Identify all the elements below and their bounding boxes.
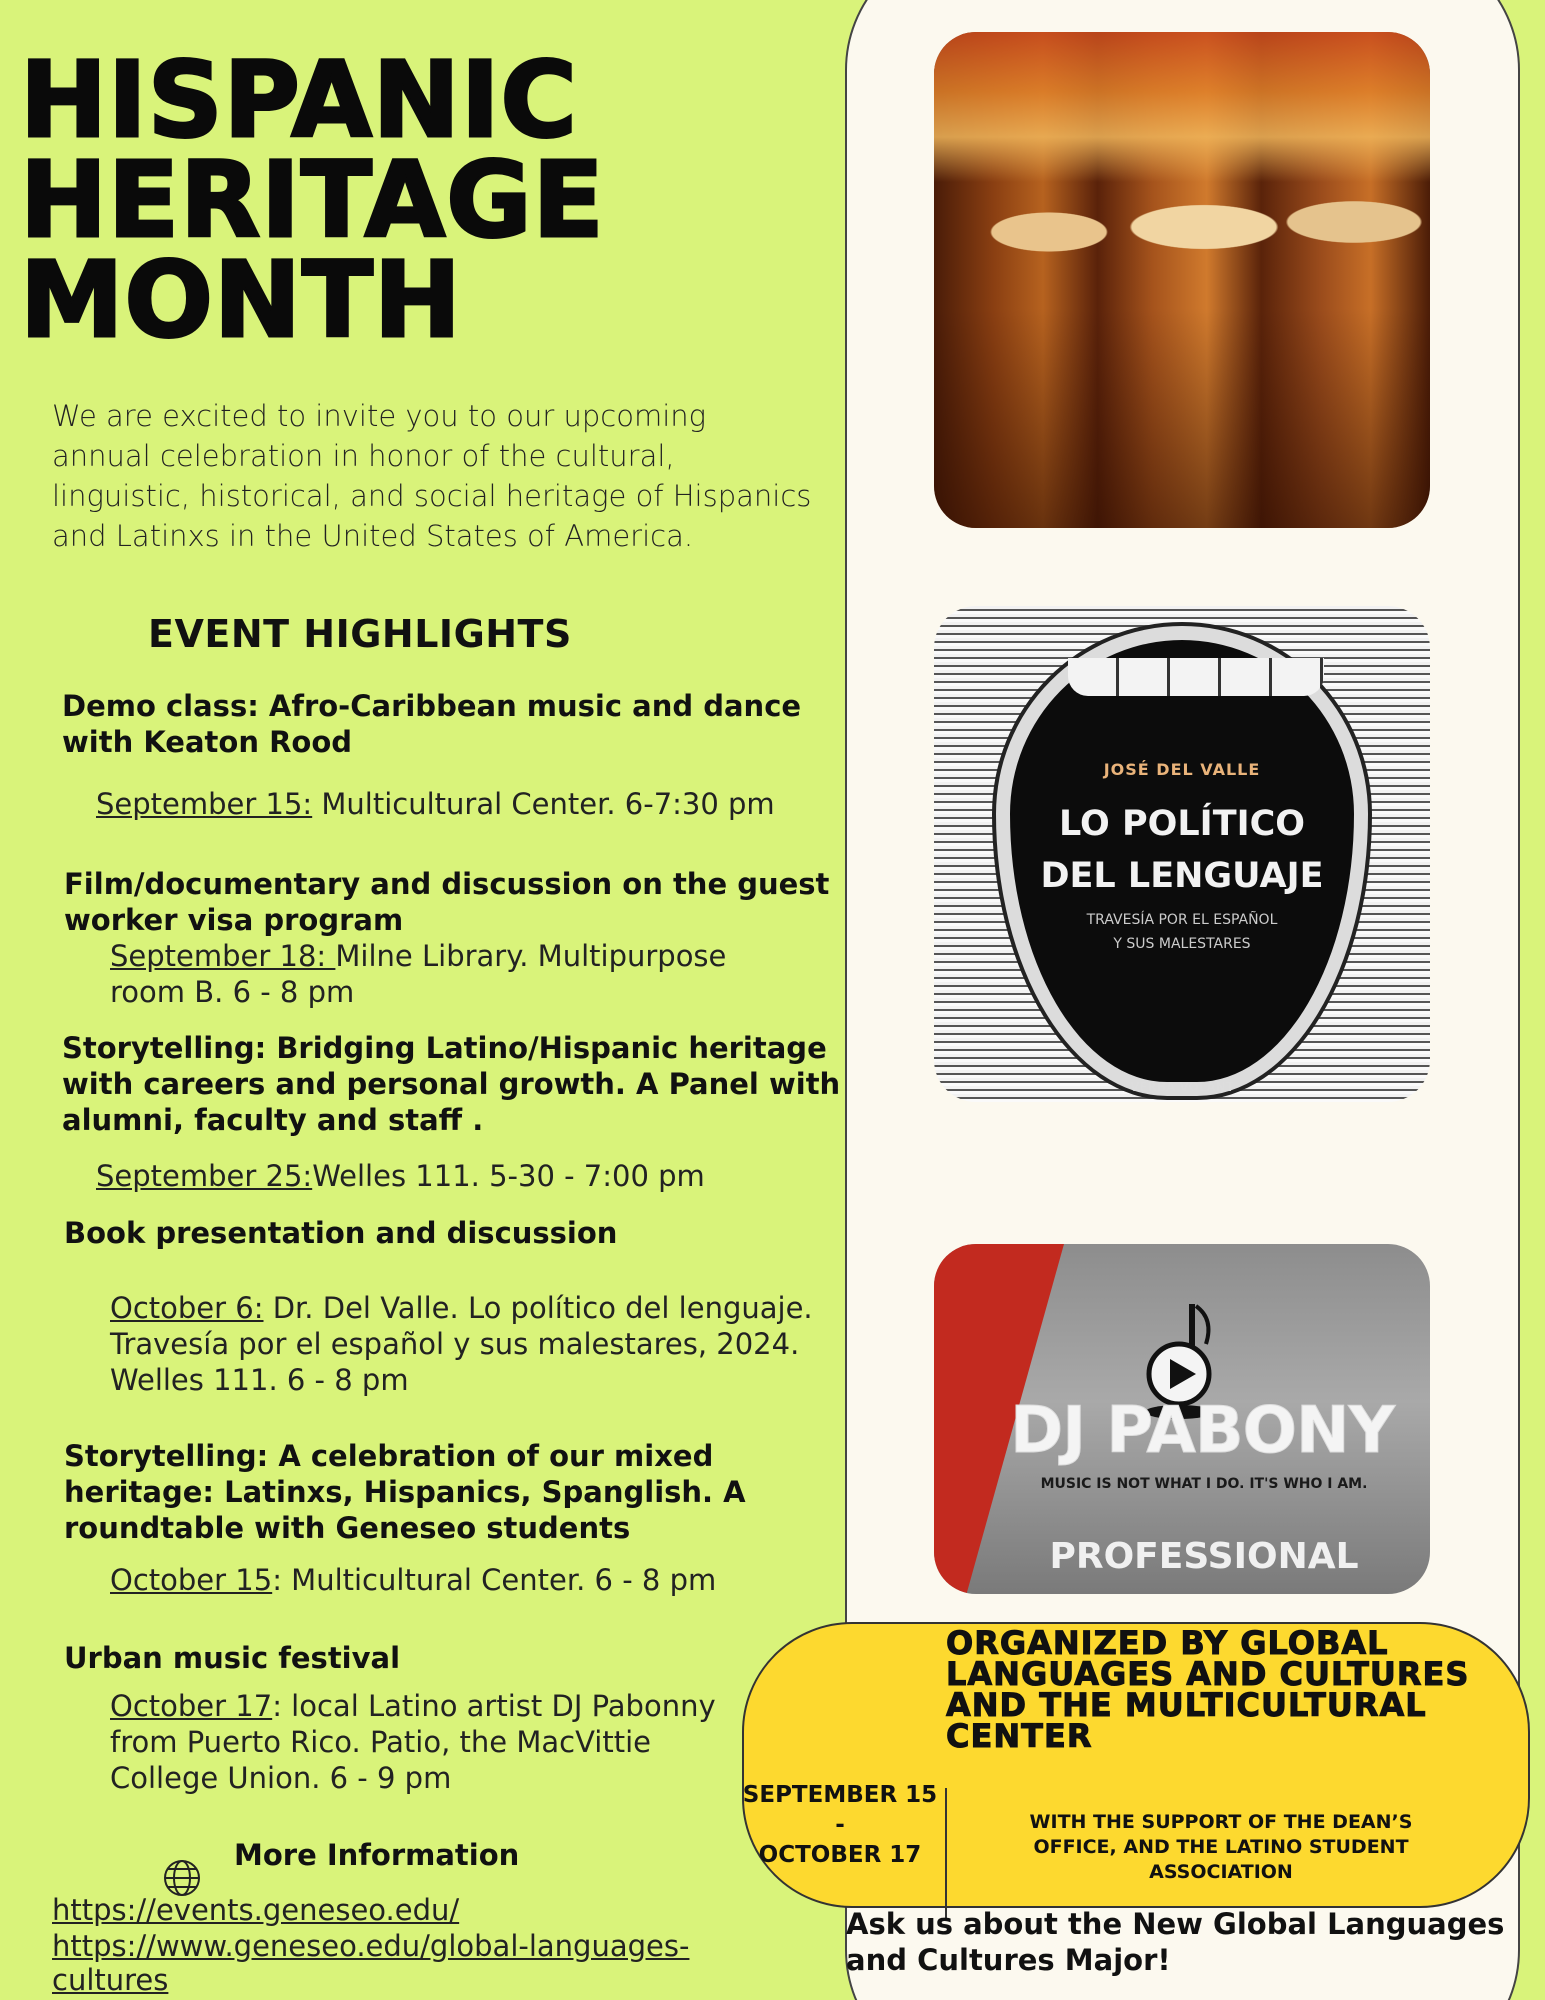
book-cover-image [934, 606, 1430, 1102]
dj-pabony-poster [934, 1244, 1430, 1594]
event-date-1: September 15: [96, 787, 313, 821]
event-date-3: September 25: [96, 1159, 313, 1193]
title-line-1: HISPANIC [20, 39, 578, 161]
divider-line [945, 1788, 947, 1920]
event-detail-4 [110, 1290, 850, 1398]
event-detail-1 [96, 786, 836, 822]
event-highlights-heading: EVENT HIGHLIGHTS [148, 612, 572, 656]
event-title-5: Storytelling: A celebration of our mixed heritage: Latinxs, Hispanics, Spanglish. A roundtable with Geneseo students [64, 1439, 746, 1545]
event-info-4: Dr. Del Valle. Lo político del lenguaje. Travesía por el español y sus malestares, 2024. Welles 111. 6 - 8 pm [110, 1291, 813, 1397]
book-author: JOSÉ DEL VALLE [1103, 760, 1261, 779]
event-date-5: October 15 [110, 1563, 273, 1597]
dj-tagline: MUSIC IS NOT WHAT I DO. IT'S WHO I AM. [1040, 1476, 1368, 1492]
event-title-4: Book presentation and discussion [64, 1216, 618, 1250]
events-link[interactable]: https://events.geneseo.edu/ [52, 1893, 460, 1927]
intro-paragraph: We are excited to invite you to our upcoming annual celebration in honor of the cultural, linguistic, historical, and social heritage of Hispanics and Latinxs in the United States of America. [52, 399, 812, 553]
event-date-6: October 17 [110, 1689, 273, 1723]
event-info-1: Multicultural Center. 6-7:30 pm [312, 787, 775, 821]
book-publisher: VERBA VOLANT [1130, 1080, 1234, 1094]
event-detail-6 [110, 1688, 750, 1796]
event-title-6: Urban music festival [64, 1641, 401, 1675]
event-info-5: : Multicultural Center. 6 - 8 pm [272, 1563, 717, 1597]
event-detail-3 [96, 1158, 836, 1194]
event-detail-5 [110, 1562, 850, 1598]
event-info-3: Welles 111. 5-30 - 7:00 pm [312, 1159, 705, 1193]
book-title-line-1: LO POLÍTICO [1058, 804, 1306, 844]
book-subtitle-line-2: Y SUS MALESTARES [1113, 936, 1251, 952]
dj-name: DJ PABONY [1010, 1394, 1394, 1468]
book-title [1010, 798, 1354, 902]
page-title [20, 39, 820, 361]
organizer-support-text: WITH THE SUPPORT OF THE DEAN’S OFFICE, AND THE LATINO STUDENT ASSOCIATION [1029, 1811, 1413, 1883]
dj-professional-label: PROFESSIONAL [1049, 1536, 1359, 1577]
event-info-2: Milne Library. Multipurpose room B. 6 - 8 pm [110, 939, 727, 1009]
ask-us-text: Ask us about the New Global Languages and Cultures Major! [846, 1907, 1505, 1977]
event-title-2: Film/documentary and discussion on the guest worker visa program [64, 867, 830, 937]
title-line-2: HERITAGE [20, 139, 605, 261]
more-information-heading: More Information [234, 1838, 520, 1872]
date-range-end: OCTOBER 17 [758, 1842, 922, 1868]
book-cover-mouth [996, 626, 1368, 1096]
book-subtitle-line-1: TRAVESÍA POR EL ESPAÑOL [1086, 912, 1278, 928]
title-line-3: MONTH [20, 239, 462, 361]
book-title-line-2: DEL LENGUAJE [1040, 856, 1324, 896]
date-range [735, 1780, 945, 1870]
global-languages-link-continued[interactable]: cultures [52, 1963, 169, 1997]
event-detail-2 [110, 938, 770, 1010]
global-languages-link[interactable]: https://www.geneseo.edu/global-languages- [52, 1929, 690, 1963]
organizer-title: ORGANIZED BY GLOBAL LANGUAGES AND CULTURES AND THE MULTICULTURAL CENTER [946, 1624, 1470, 1755]
event-title-1: Demo class: Afro-Caribbean music and dance with Keaton Rood [62, 689, 802, 759]
date-range-start: SEPTEMBER 15 - [742, 1782, 938, 1838]
book-subtitle [1010, 908, 1354, 956]
drums-photo [934, 32, 1430, 528]
event-title-3: Storytelling: Bridging Latino/Hispanic heritage with careers and personal growth. A Panel with alumni, faculty and staff . [62, 1031, 841, 1137]
event-date-4: October 6: [110, 1291, 264, 1325]
event-date-2: September 18: [110, 939, 336, 973]
event-info-6: : local Latino artist DJ Pabonny from Puerto Rico. Patio, the MacVittie College Union. 6 - 9 pm [110, 1689, 716, 1795]
